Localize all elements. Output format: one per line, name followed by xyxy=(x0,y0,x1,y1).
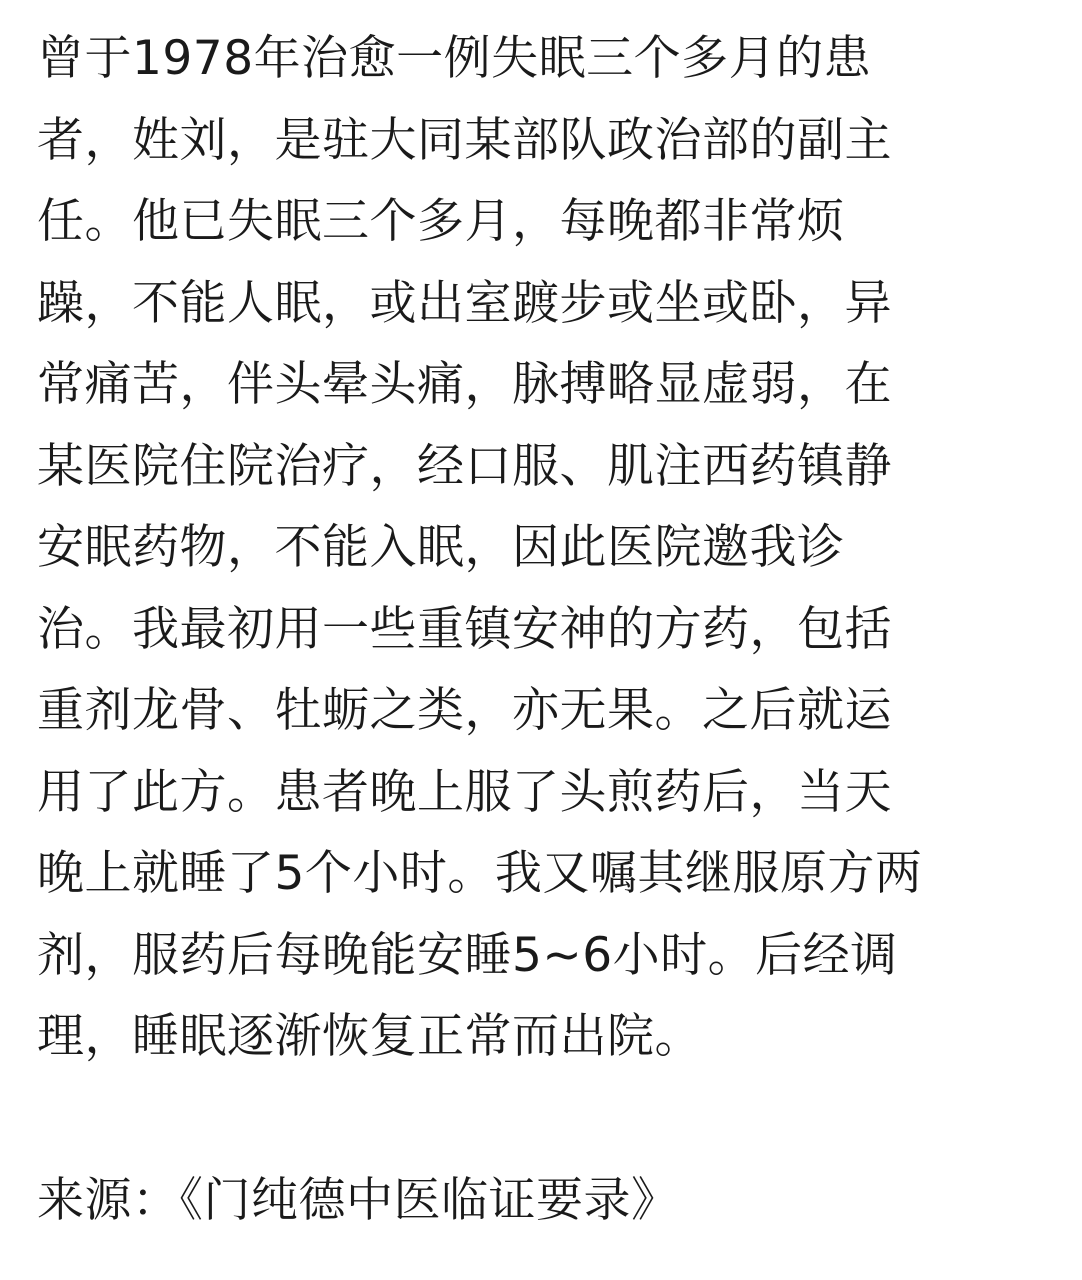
body-line: 晚上就睡了5个小时。我又嘱其继服原方两 xyxy=(37,846,923,901)
body-line: 任。他已失眠三个多月，每晚都非常烦 xyxy=(37,194,845,249)
body-line: 常痛苦，伴头晕头痛，脉搏略显虚弱，在 xyxy=(37,357,892,412)
body-line: 重剂龙骨、牡蛎之类，亦无果。之后就运 xyxy=(37,683,892,738)
body-line: 躁，不能人眠，或出室踱步或坐或卧，异 xyxy=(37,275,892,331)
article-body xyxy=(37,18,1057,1078)
body-line: 剂，服药后每晚能安睡5~6小时。后经调 xyxy=(37,927,898,983)
body-line: 安眠药物，不能入眠，因此医院邀我诊 xyxy=(37,520,845,575)
body-line: 用了此方。患者晚上服了头煎药后，当天 xyxy=(37,764,892,820)
body-line: 曾于1978年治愈一例失眠三个多月的患 xyxy=(37,31,872,86)
source-citation: 来源：《门纯德中医临证要录》 xyxy=(37,1173,679,1228)
body-line: 理，睡眠逐渐恢复正常而出院。 xyxy=(37,1009,702,1064)
body-line: 某医院住院治疗，经口服、肌注西药镇静 xyxy=(37,438,892,494)
body-line: 治。我最初用一些重镇安神的方药，包括 xyxy=(37,601,892,657)
body-line: 者，姓刘，是驻大同某部队政治部的副主 xyxy=(37,112,892,168)
